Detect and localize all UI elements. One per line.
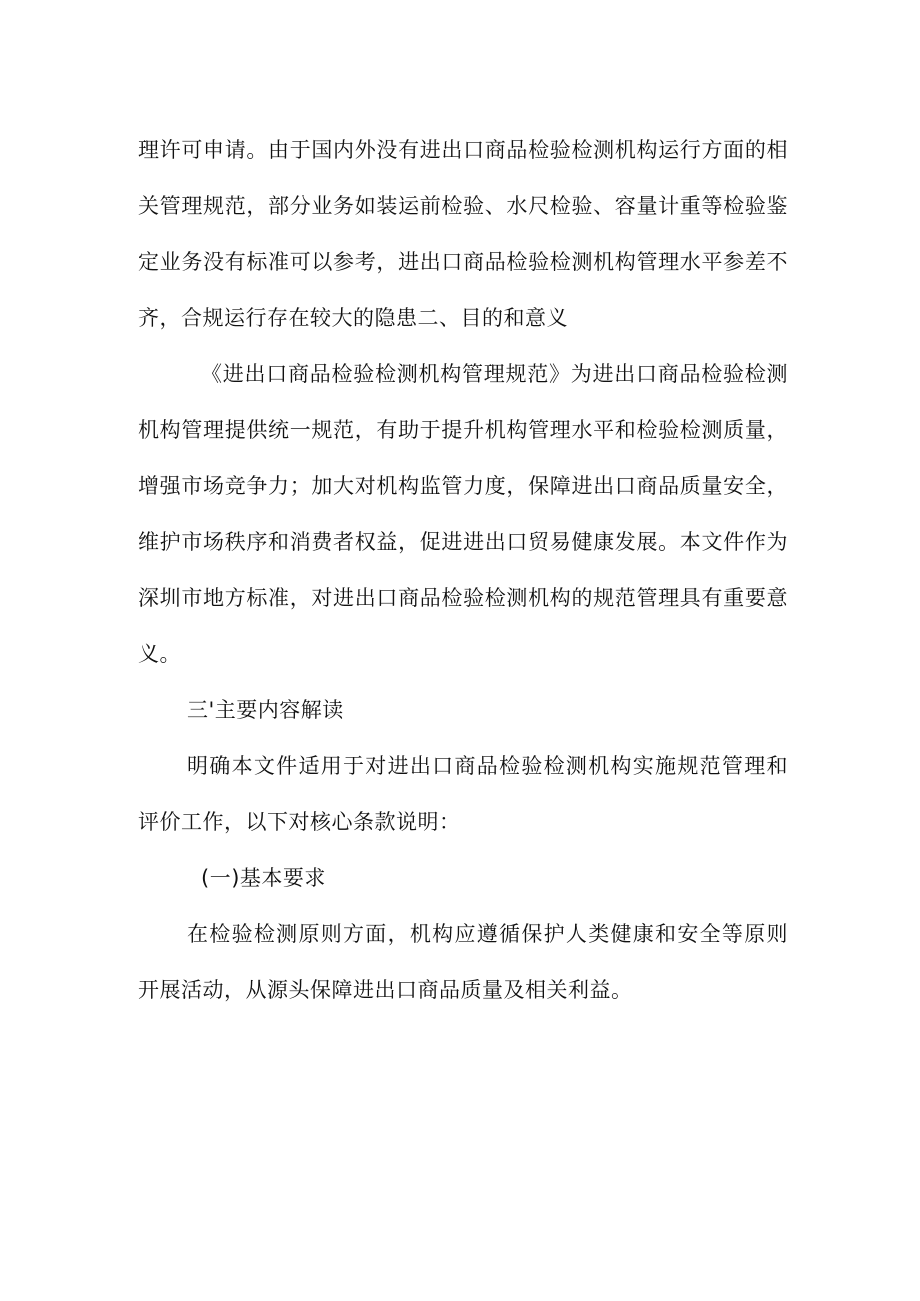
section-heading-main-content: 三'主要内容解读 [187, 698, 344, 722]
paragraph-scope: 明确本文件适用于对进出口商品检验检测机构实施规范管理和评价工作，以下对核心条款说明： [138, 754, 788, 834]
document-body [138, 122, 788, 1018]
subsection-heading-basic-requirements: (一)基本要求 [201, 866, 326, 890]
paragraph-purpose: 《进出口商品检验检测机构管理规范》为进出口商品检验检测机构管理提供统一规范，有助于提升机构管理水平和检验检测质量，增强市场竞争力；加大对机构监管力度，保障进出口商品质量安全，维护市场秩序和消费者权益，促进进出口贸易健康发展。本文件作为深圳市地方标准，对进出口商品检验检测机构的规范管理具有重要意义。 [138, 362, 788, 666]
paragraph-continuation: 理许可申请。由于国内外没有进出口商品检验检测机构运行方面的相关管理规范，部分业务如装运前检验、水尺检验、容量计重等检验鉴定业务没有标准可以参考，进出口商品检验检测机构管理水平参差不齐，合规运行存在较大的隐患二、目的和意义 [138, 138, 788, 330]
paragraph-principles: 在检验检测原则方面，机构应遵循保护人类健康和安全等原则开展活动，从源头保障进出口商品质量及相关利益。 [138, 922, 788, 1002]
